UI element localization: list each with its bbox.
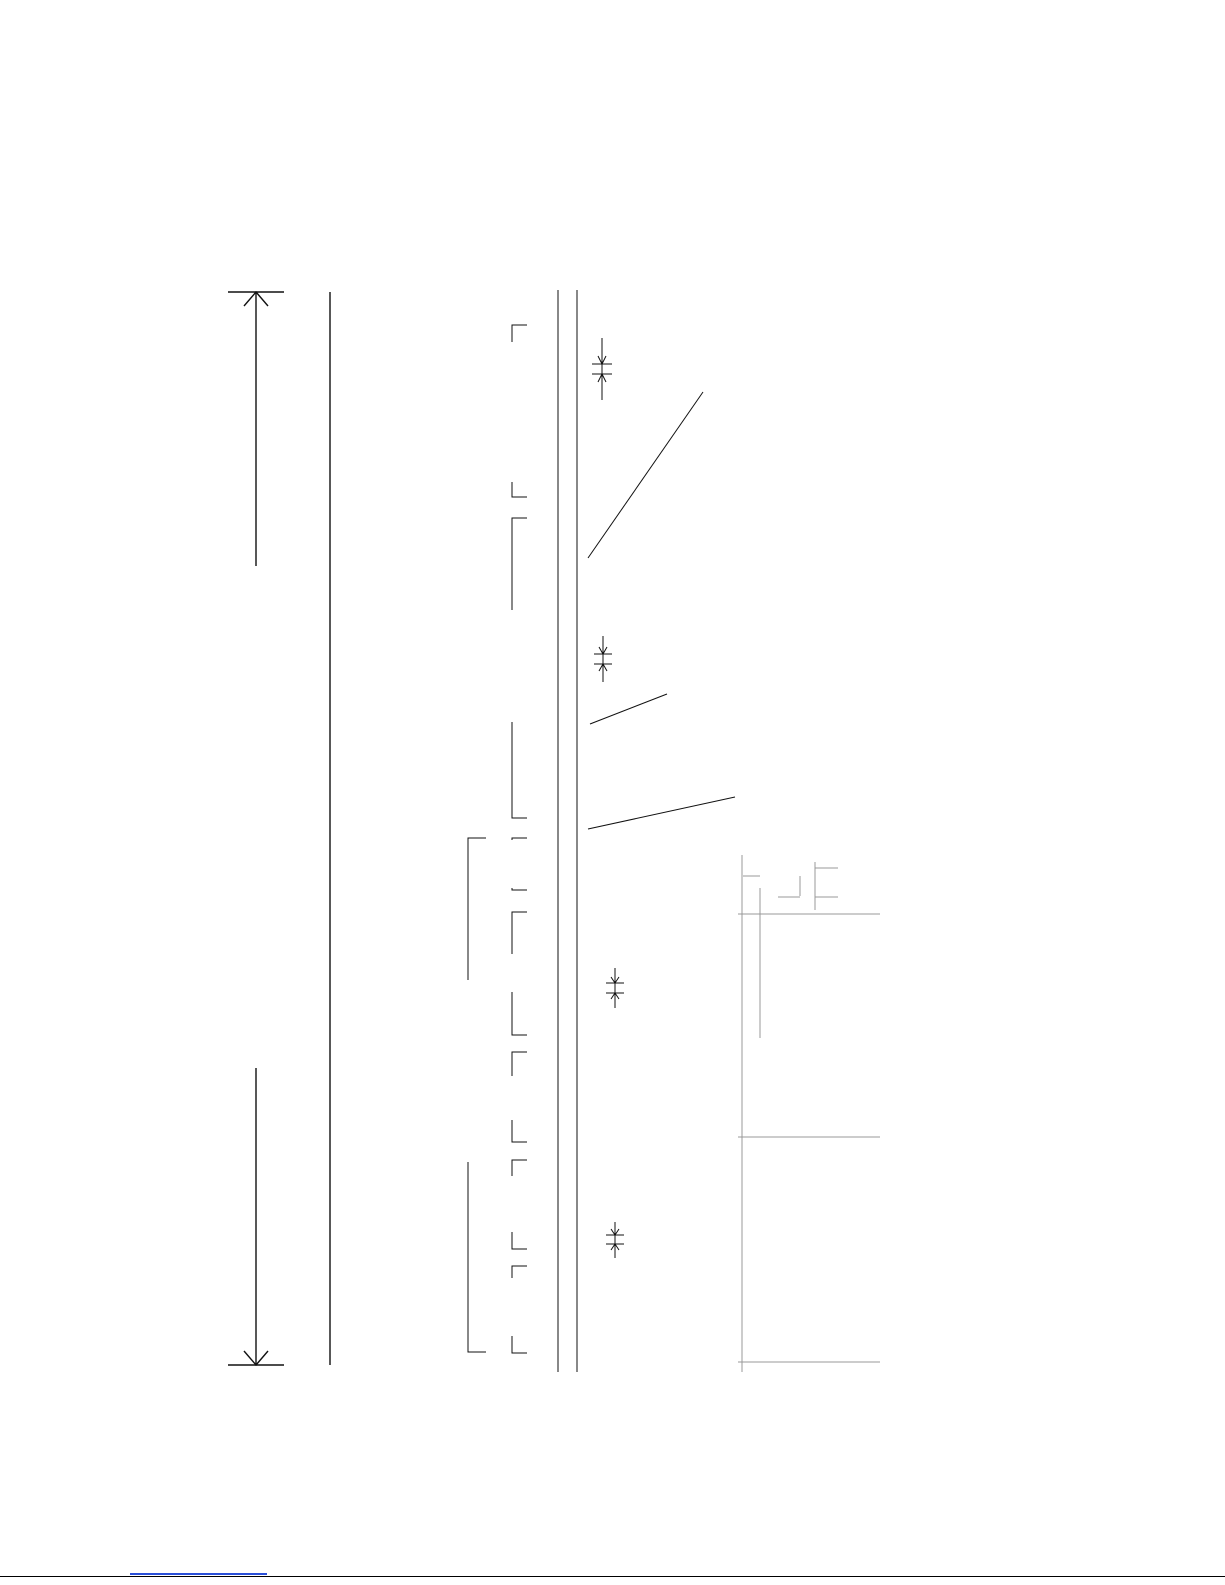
footer-link-underline[interactable] bbox=[130, 1573, 267, 1575]
timeframe-arrow bbox=[228, 292, 284, 1365]
group-labels bbox=[494, 342, 522, 1336]
one-ms-marker bbox=[592, 338, 612, 400]
pulse-train bbox=[558, 290, 577, 1372]
leader-lines bbox=[588, 392, 735, 829]
modulated-waveform bbox=[738, 855, 880, 1372]
binary1-marker bbox=[606, 968, 624, 1008]
bcd-bracket bbox=[458, 838, 486, 1352]
weighted-marker bbox=[594, 636, 612, 682]
footer-rule bbox=[0, 1576, 1225, 1577]
binary0-marker bbox=[606, 1222, 624, 1258]
